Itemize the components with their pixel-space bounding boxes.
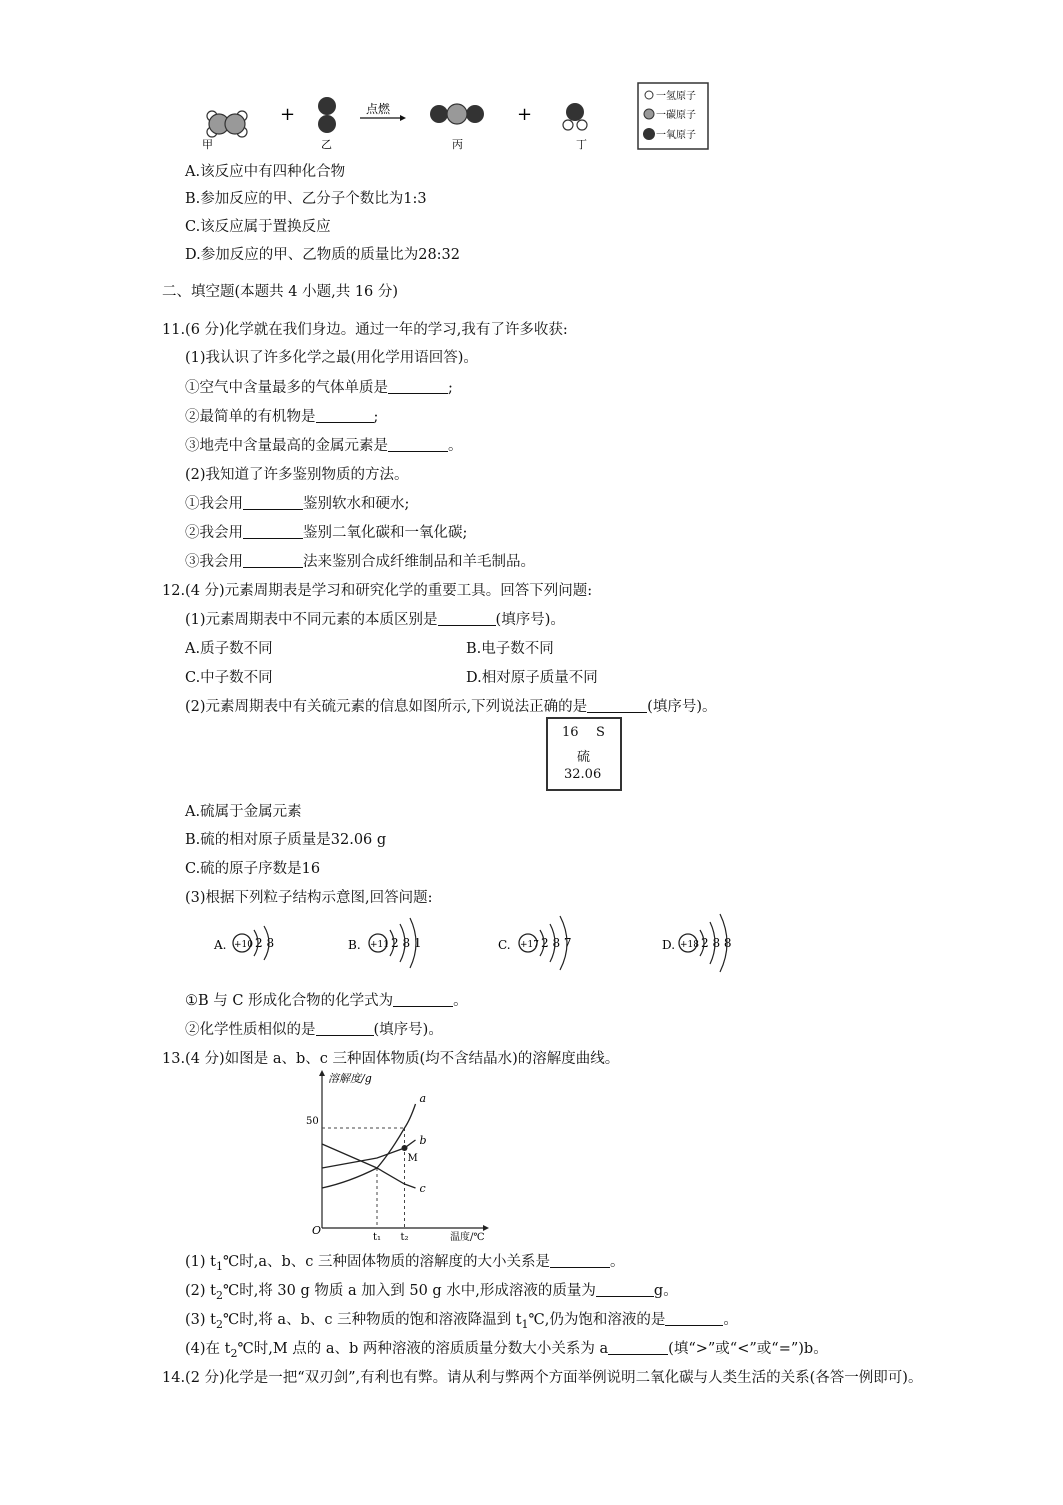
q11-item1a: [185, 376, 453, 397]
answer-blank[interactable]: [550, 1253, 610, 1268]
element-name: 硫: [577, 750, 591, 765]
answer-blank[interactable]: [388, 379, 448, 394]
q13-p3-sub: 2: [215, 1317, 223, 1331]
q13-p2-end: g。: [653, 1283, 678, 1299]
answer-blank[interactable]: [438, 611, 496, 626]
particle-a: [213, 926, 274, 960]
q13-p4-end: (填“>”或“<”或“=”)b。: [668, 1341, 828, 1357]
q12-item3b-text: ②化学性质相似的是: [185, 1022, 316, 1038]
sulfur-option-a: A.硫属于金属元素: [185, 804, 302, 820]
atom-legend: [638, 83, 708, 149]
label-jia: 甲: [202, 138, 213, 151]
series-a-label: a: [419, 1092, 427, 1105]
solubility-chart: [300, 1068, 500, 1243]
q11-item2b: [185, 521, 467, 542]
q11-item1c: [185, 434, 463, 455]
series-a-line: [322, 1104, 416, 1188]
q11-item2b-end: 鉴别二氧化碳和一氧化碳;: [303, 525, 468, 541]
q12-part2-text: (2)元素周期表中有关硫元素的信息如图所示,下列说法正确的是: [185, 699, 588, 715]
q11-item1a-text: ①空气中含量最多的气体单质是: [185, 380, 388, 396]
chart-xtick-t1: t₁: [373, 1232, 382, 1243]
q11-item1b: [185, 405, 378, 426]
q12-option-d: D.相对原子质量不同: [466, 670, 598, 686]
legend-h: 一氢原子: [656, 91, 696, 102]
element-symbol: S: [596, 725, 605, 740]
legend-o: 一氧原子: [656, 130, 696, 141]
q12-part2-end: (填序号)。: [647, 699, 717, 715]
q13-p1-sub: 1: [215, 1259, 223, 1273]
particle-c: [498, 916, 572, 970]
element-number: 16: [562, 725, 579, 740]
answer-blank[interactable]: [393, 992, 453, 1007]
chart-origin: O: [312, 1224, 322, 1237]
q11-item2c-text: ③我会用: [185, 554, 243, 570]
q13-p1-a: (1) t: [185, 1254, 216, 1270]
q11-item1b-end: ;: [373, 409, 379, 425]
particle-d: [662, 914, 732, 972]
sulfur-option-b: B.硫的相对原子质量是32.06 g: [185, 832, 387, 848]
q13-part2: [185, 1279, 678, 1302]
q12-item3b-end: (填序号)。: [373, 1022, 443, 1038]
series-c-label: c: [419, 1182, 426, 1195]
q12-item3a: [185, 989, 468, 1010]
chart-xlabel: 温度/℃: [450, 1232, 485, 1243]
q10-option-c: C.该反应属于置换反应: [185, 219, 331, 235]
q12-part2: [185, 695, 716, 716]
q11-stem: 11.(6 分)化学就在我们身边。通过一年的学习,我有了许多收获:: [162, 322, 568, 338]
q12-part1-text: (1)元素周期表中不同元素的本质区别是: [185, 612, 438, 628]
q10-option-a: A.该反应中有四种化合物: [185, 164, 346, 180]
q11-item2a-text: ①我会用: [185, 496, 243, 512]
particle-diagrams: [200, 908, 760, 978]
reaction-diagram: [190, 80, 720, 160]
particle-d-nucleus: +18: [680, 940, 699, 950]
q11-item1c-end: 。: [448, 438, 463, 454]
q13-p2-sub: 2: [215, 1288, 223, 1302]
q13-p2-b: ℃时,将 30 g 物质 a 加入到 50 g 水中,形成溶液的质量为: [222, 1283, 596, 1299]
series-b-label: b: [419, 1134, 427, 1147]
particle-c-label: C.: [498, 938, 511, 952]
q13-p3-end: 。: [723, 1312, 738, 1328]
q13-p3-sub2: 1: [521, 1317, 529, 1331]
plus-1: +: [280, 104, 296, 125]
q14-stem: 14.(2 分)化学是一把“双刃剑”,有利也有弊。请从利与弊两个方面举例说明二氧化碳与人类生活的关系(各答一例即可)。: [162, 1370, 923, 1386]
q12-option-b: B.电子数不同: [466, 641, 554, 657]
particle-d-label: D.: [662, 938, 676, 952]
q13-p4-a: (4)在 t: [185, 1341, 231, 1357]
molecule-jia: [207, 111, 247, 137]
particle-a-shells: 2 8: [255, 936, 275, 950]
q13-p2-a: (2) t: [185, 1283, 216, 1299]
q12-part3: (3)根据下列粒子结构示意图,回答问题:: [185, 890, 433, 906]
point-m-label: M: [407, 1153, 418, 1164]
q12-item3a-end: 。: [453, 993, 468, 1009]
particle-b-shells: 2 8 1: [391, 936, 422, 950]
q12-item3b: [185, 1018, 443, 1039]
particle-c-nucleus: +17: [520, 940, 539, 950]
plus-2: +: [517, 104, 533, 125]
answer-blank[interactable]: [316, 1021, 374, 1036]
molecule-ding: [563, 103, 587, 130]
label-ding: 丁: [576, 138, 587, 151]
answer-blank[interactable]: [608, 1340, 668, 1355]
q11-item1b-text: ②最简单的有机物是: [185, 409, 316, 425]
molecule-bing: [430, 104, 484, 124]
q13-p3-c: ℃,仍为饱和溶液的是: [528, 1312, 666, 1328]
q11-item1c-text: ③地壳中含量最高的金属元素是: [185, 438, 388, 454]
q13-p4-b: ℃时,M 点的 a、b 两种溶液的溶质质量分数大小关系为 a: [237, 1341, 609, 1357]
point-m: [402, 1145, 408, 1151]
answer-blank[interactable]: [665, 1311, 723, 1326]
q13-p4-sub: 2: [230, 1346, 238, 1360]
q12-option-a: A.质子数不同: [185, 641, 273, 657]
q13-p3-b: ℃时,将 a、b、c 三种物质的饱和溶液降温到 t: [222, 1312, 522, 1328]
molecule-yi: [318, 97, 336, 133]
chart-ylabel: 溶解度/g: [328, 1072, 372, 1085]
q11-item1a-end: ;: [448, 380, 453, 396]
particle-a-nucleus: +10: [234, 940, 253, 950]
reaction-condition: 点燃: [366, 102, 391, 116]
q11-item2a: [185, 492, 409, 513]
chart-xtick-t2: t₂: [400, 1232, 409, 1243]
answer-blank[interactable]: [243, 524, 303, 539]
q11-item2c-end: 法来鉴别合成纤维制品和羊毛制品。: [303, 554, 535, 570]
sulfur-option-c: C.硫的原子序数是16: [185, 861, 321, 877]
label-yi: 乙: [321, 138, 332, 151]
q13-p3-a: (3) t: [185, 1312, 216, 1328]
element-mass: 32.06: [564, 767, 602, 782]
q13-part3: [185, 1308, 738, 1331]
answer-blank[interactable]: [596, 1282, 654, 1297]
particle-b: [348, 918, 422, 968]
particle-c-shells: 2 8 7: [541, 936, 572, 950]
particle-b-label: B.: [348, 938, 361, 952]
answer-blank[interactable]: [388, 437, 448, 452]
chart-ytick-50: 50: [306, 1116, 319, 1127]
particle-b-nucleus: +11: [370, 940, 389, 950]
q12-item3a-text: ①B 与 C 形成化合物的化学式为: [185, 993, 394, 1009]
q13-part4: [185, 1337, 828, 1360]
q13-part1: [185, 1250, 624, 1273]
particle-a-label: A.: [214, 938, 227, 952]
q12-part1-end: (填序号)。: [495, 612, 565, 628]
q12-option-c: C.中子数不同: [185, 670, 273, 686]
q10-option-b: B.参加反应的甲、乙分子个数比为1:3: [185, 191, 427, 207]
particle-d-shells: 2 8 8: [701, 936, 732, 950]
label-bing: 丙: [452, 138, 463, 151]
q12-part1: [185, 608, 565, 629]
q11-item2b-text: ②我会用: [185, 525, 243, 541]
q13-stem: 13.(4 分)如图是 a、b、c 三种固体物质(均不含结晶水)的溶解度曲线。: [162, 1051, 620, 1067]
q11-item2c: [185, 550, 535, 571]
answer-blank[interactable]: [243, 495, 303, 510]
q12-stem: 12.(4 分)元素周期表是学习和研究化学的重要工具。回答下列问题:: [162, 583, 593, 599]
element-card: [546, 717, 622, 791]
q13-p1-b: ℃时,a、b、c 三种固体物质的溶解度的大小关系是: [222, 1254, 550, 1270]
q11-part1: (1)我认识了许多化学之最(用化学用语回答)。: [185, 350, 478, 366]
answer-blank[interactable]: [587, 698, 647, 713]
section-title: 二、填空题(本题共 4 小题,共 16 分): [162, 284, 399, 300]
legend-c: 一碳原子: [656, 110, 696, 121]
answer-blank[interactable]: [243, 553, 303, 568]
q13-p1-end: 。: [609, 1254, 625, 1270]
q11-item2a-end: 鉴别软水和硬水;: [303, 496, 410, 512]
q11-part2: (2)我知道了许多鉴别物质的方法。: [185, 467, 409, 483]
answer-blank[interactable]: [316, 408, 374, 423]
q10-option-d: D.参加反应的甲、乙物质的质量比为28:32: [185, 247, 461, 263]
